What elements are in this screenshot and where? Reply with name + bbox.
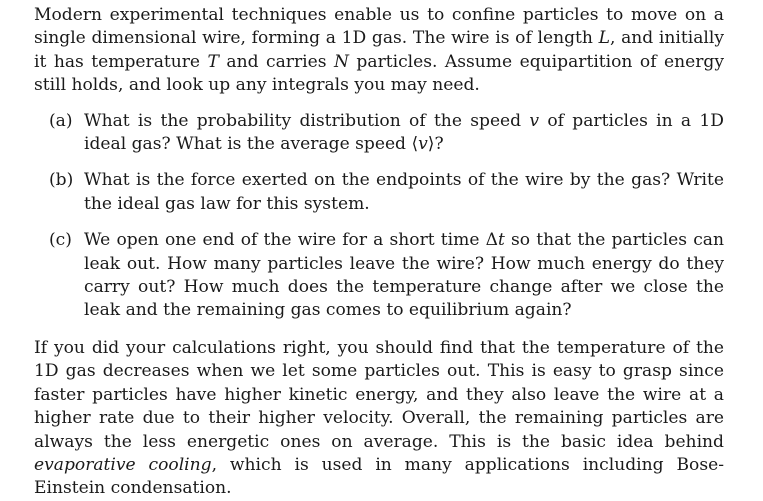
intro-text: particles. Assume equipartition of energy still holds, and look up any integrals you may need. <box>34 51 725 96</box>
angle-bracket-close: ⟩ <box>427 134 435 155</box>
conclusion-paragraph <box>34 337 724 501</box>
intro-paragraph <box>34 4 724 98</box>
part-c-text: We open one end of the wire for a short time <box>84 230 486 251</box>
part-b-label: (b) <box>49 170 74 191</box>
temperature-symbol: T <box>207 51 219 72</box>
intro-text: , and initially it has temperature <box>34 28 724 72</box>
length-symbol: L <box>598 28 610 49</box>
time-symbol: t <box>497 230 505 251</box>
part-a-text: ? <box>434 134 444 155</box>
conclusion-text: If you did your calculations right, you should find that the temperature of the 1D gas decreases when we let some particles out. This is easy to grasp since faster particles have higher kinetic energy, and they also leave the wire at a higher rate due to their higher velocity. Overall, the remaining particles are always the less energetic ones on average. This is the basic idea behind <box>34 337 724 452</box>
particle-count-symbol: N <box>333 51 349 72</box>
part-c-text: so that the particles can leak out. How many particles leave the wire? How much energy do they carry out? How much does the temperature change after we close the leak and the remaining gas comes to equilibrium again? <box>84 230 724 321</box>
part-b-text: What is the force exerted on the endpoints of the wire by the gas? Write the ideal gas law for this system. <box>84 170 724 214</box>
angle-bracket-open: ⟨ <box>411 134 419 155</box>
intro-text: Modern experimental techniques enable us to confine particles to move on a single dimensional wire, forming a 1D gas. The wire is of length <box>34 5 724 49</box>
part-a-text: of particles in a 1D ideal gas? What is the average speed <box>84 110 725 155</box>
part-a-label: (a) <box>49 110 73 131</box>
speed-symbol: v <box>529 110 540 131</box>
delta-symbol: Δ <box>485 230 498 251</box>
part-b <box>34 169 724 216</box>
part-c-label: (c) <box>49 230 72 251</box>
emphasized-term: evaporative cooling <box>34 454 212 475</box>
problem-document <box>34 4 724 501</box>
conclusion-text: , which is used in many applications including Bose-Einstein condensation. <box>34 454 724 499</box>
average-speed-symbol: v <box>418 134 428 155</box>
part-c <box>34 229 724 323</box>
part-a-text: What is the probability distribution of the speed <box>84 110 530 131</box>
part-a <box>34 110 724 157</box>
intro-text: and carries <box>218 51 334 72</box>
